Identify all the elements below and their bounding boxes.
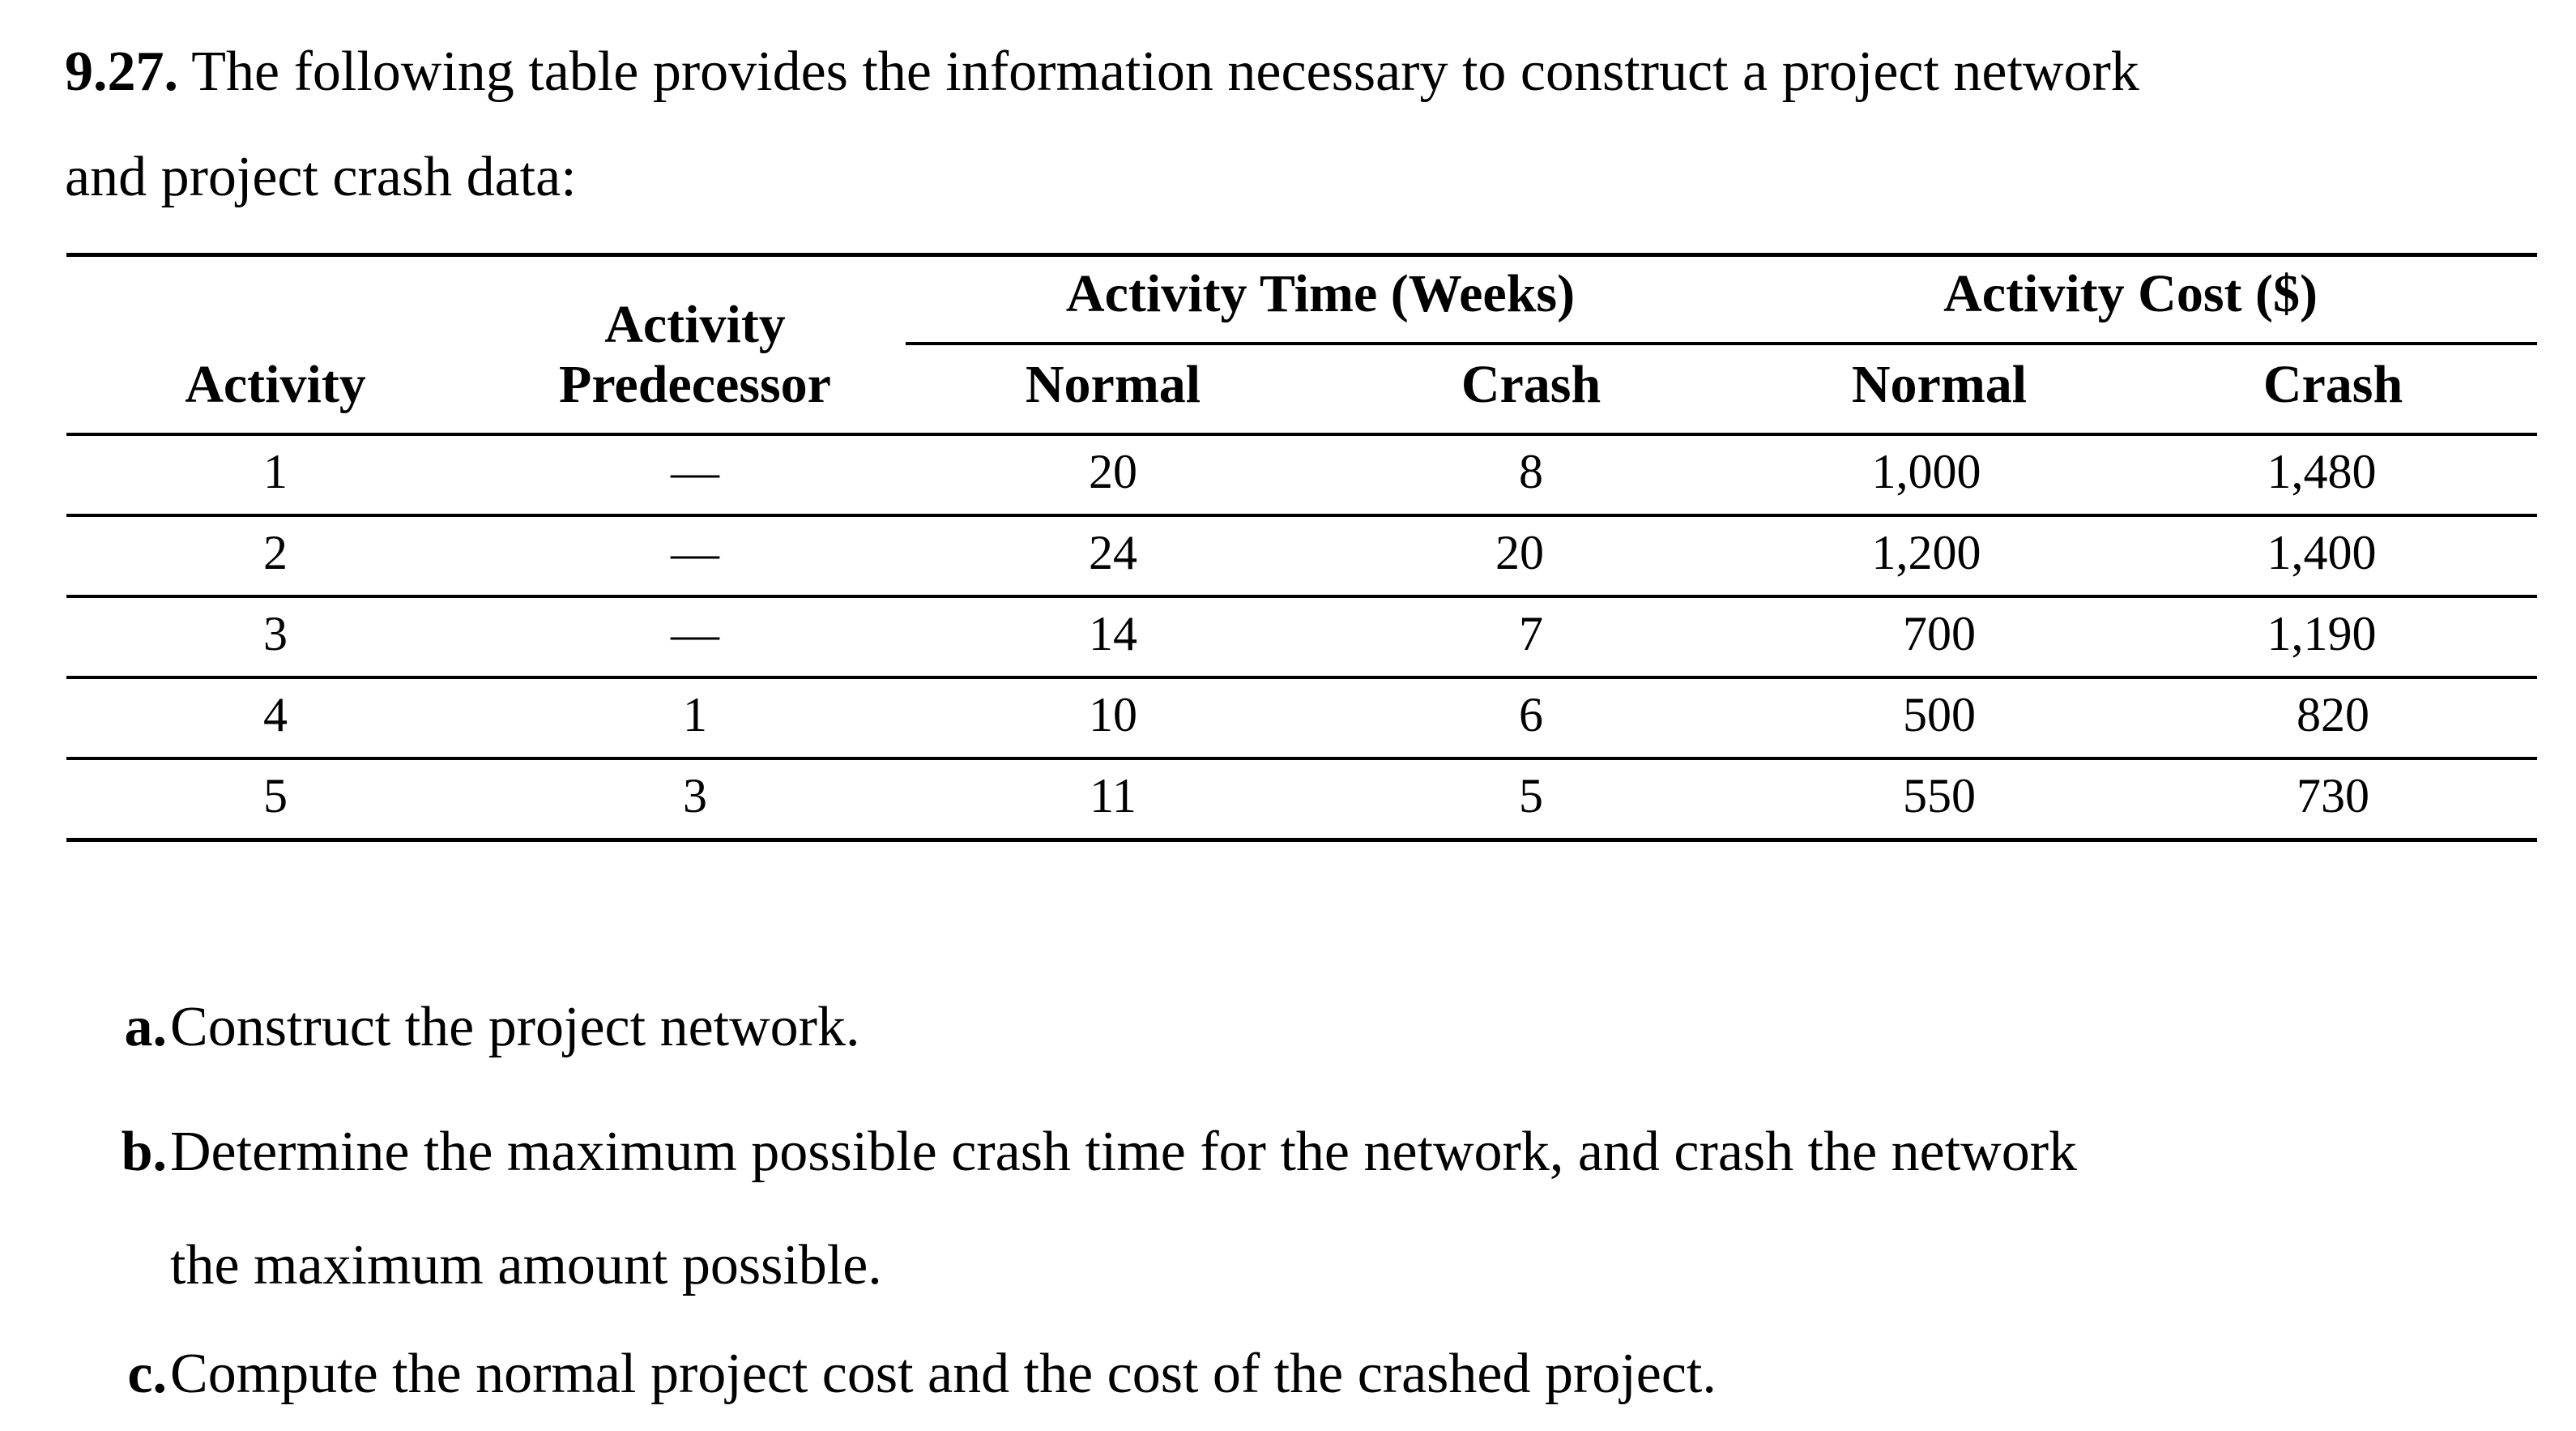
cell-time-crash: 7	[1519, 607, 1543, 660]
cell-activity: 4	[263, 688, 288, 741]
cell-cost-crash: 1,400	[2267, 526, 2377, 579]
group-header-activity-time: Activity Time (Weeks)	[1065, 264, 1576, 323]
question-label: b.	[121, 1121, 167, 1183]
problem-line-1	[65, 19, 2495, 125]
question-a	[124, 971, 2503, 1084]
table-bottom-rule	[66, 838, 2537, 842]
column-header-predecessor-line-2: Predecessor	[559, 355, 831, 414]
question-b	[121, 1096, 2503, 1322]
cell-time-normal: 11	[1090, 769, 1137, 822]
row-divider	[66, 757, 2537, 760]
row-divider	[66, 514, 2537, 517]
question-c	[127, 1318, 2503, 1431]
cell-cost-normal: 500	[1903, 688, 1976, 741]
question-text-line-2: the maximum amount possible.	[170, 1234, 882, 1296]
question-text-line-1: Determine the maximum possible crash time for the network, and crash the network	[170, 1121, 2078, 1183]
cell-cost-crash: 820	[2297, 688, 2369, 741]
cell-predecessor: —	[671, 607, 719, 660]
header-bottom-rule	[66, 433, 2537, 436]
question-label: a.	[124, 996, 167, 1058]
cell-predecessor: —	[671, 445, 719, 498]
column-header-predecessor-line-1: Activity	[604, 295, 786, 354]
problem-line-2: and project crash data:	[65, 146, 577, 208]
cell-activity: 1	[263, 445, 288, 498]
column-header-time-crash: Crash	[1461, 355, 1601, 414]
table-top-rule	[66, 253, 2537, 257]
cell-time-normal: 14	[1089, 607, 1137, 660]
cell-activity: 3	[263, 607, 288, 660]
cell-time-crash: 8	[1519, 445, 1543, 498]
problem-intro-text: The following table provides the information necessary to construct a project network	[191, 41, 2139, 103]
cell-time-normal: 24	[1089, 526, 1137, 579]
cell-time-normal: 10	[1089, 688, 1137, 741]
cell-cost-crash: 1,190	[2267, 607, 2377, 660]
cell-cost-normal: 1,200	[1871, 526, 1981, 579]
question-text: Compute the normal project cost and the cost of the crashed project.	[170, 1343, 1717, 1405]
column-header-cost-normal: Normal	[1851, 355, 2028, 414]
cell-activity: 2	[263, 526, 288, 579]
cell-predecessor: 1	[683, 688, 707, 741]
cell-time-crash: 6	[1519, 688, 1543, 741]
cell-cost-normal: 550	[1903, 769, 1976, 822]
group-header-underline	[906, 342, 2537, 345]
problem-number: 9.27.	[65, 41, 178, 103]
column-header-time-normal: Normal	[1025, 355, 1201, 414]
cell-time-normal: 20	[1089, 445, 1137, 498]
row-divider	[66, 676, 2537, 679]
cell-time-crash: 5	[1519, 769, 1543, 822]
cell-cost-crash: 1,480	[2267, 445, 2377, 498]
group-header-activity-cost: Activity Cost ($)	[1943, 264, 2318, 323]
question-text: Construct the project network.	[170, 996, 860, 1058]
problem-statement	[65, 19, 2495, 230]
cell-cost-normal: 1,000	[1871, 445, 1981, 498]
cell-cost-normal: 700	[1903, 607, 1976, 660]
cell-predecessor: —	[671, 526, 719, 579]
question-label: c.	[127, 1343, 167, 1405]
column-header-activity: Activity	[185, 355, 366, 414]
row-divider	[66, 595, 2537, 598]
cell-predecessor: 3	[683, 769, 707, 822]
cell-time-crash: 20	[1495, 526, 1544, 579]
column-header-cost-crash: Crash	[2263, 355, 2403, 414]
cell-activity: 5	[263, 769, 288, 822]
cell-cost-crash: 730	[2297, 769, 2369, 822]
